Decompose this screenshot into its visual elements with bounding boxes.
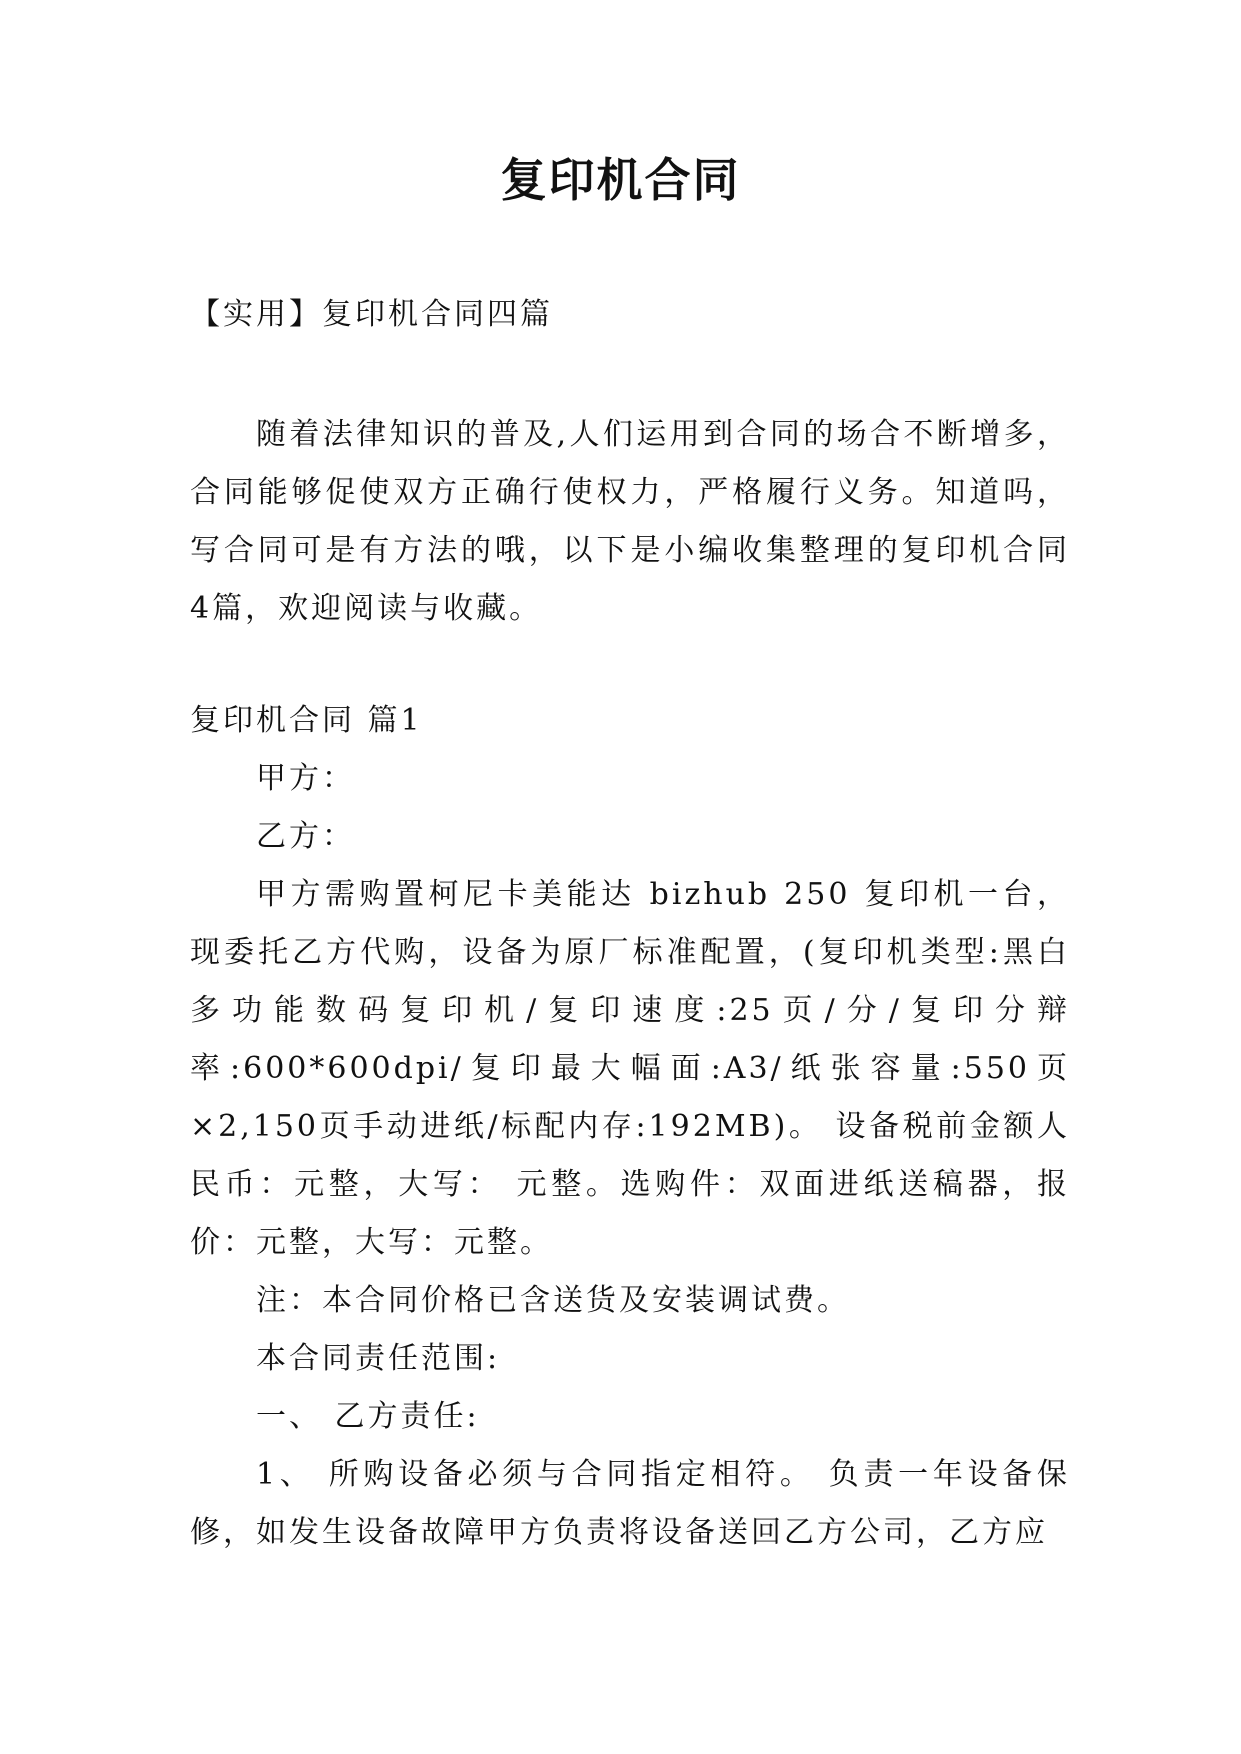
intro-text: 随着法律知识的普及,人们运用到合同的场合不断增多，合同能够促使双方正确行使权力，严格履行义务。知道吗，写合同可是有方法的哦，以下是小编收集整理的复印机合同4篇，欢迎阅读与收藏。 [190, 417, 1070, 626]
clause-scope: 本合同责任范围: [256, 1341, 501, 1376]
clause-party-b: 乙方： [256, 819, 355, 854]
section-heading: 复印机合同 篇1 [190, 703, 423, 738]
clause-party-a: 甲方： [256, 761, 355, 796]
clause-equipment: 甲方需购置柯尼卡美能达 bizhub 250 复印机一台，现委托乙方代购，设备为原厂标准配置，(复印机类型:黑白多功能数码复印机/复印速度:25页/分/复印分辩率:600*600dpi/复印最大幅面:A3/纸张容量:550页×2,150页手动进纸/标配内存:192MB)。 设备税前金额人民币：元整，大写： 元整。选购件：双面进纸送稿器，报价：元整，大写：元整。 [190, 877, 1070, 1260]
document-subtitle: 【实用】复印机合同四篇 [190, 297, 553, 332]
clause-note: 注：本合同价格已含送货及安装调试费。 [256, 1283, 850, 1318]
clause-party-b-duty: 一、 乙方责任: [256, 1399, 480, 1434]
contract-clauses [190, 750, 1070, 1562]
intro-paragraph [190, 406, 1070, 638]
clause-item-1: 1、 所购设备必须与合同指定相符。 负责一年设备保修，如发生设备故障甲方负责将设备送回乙方公司，乙方应 [190, 1457, 1070, 1550]
document-title: 复印机合同 [500, 153, 741, 207]
